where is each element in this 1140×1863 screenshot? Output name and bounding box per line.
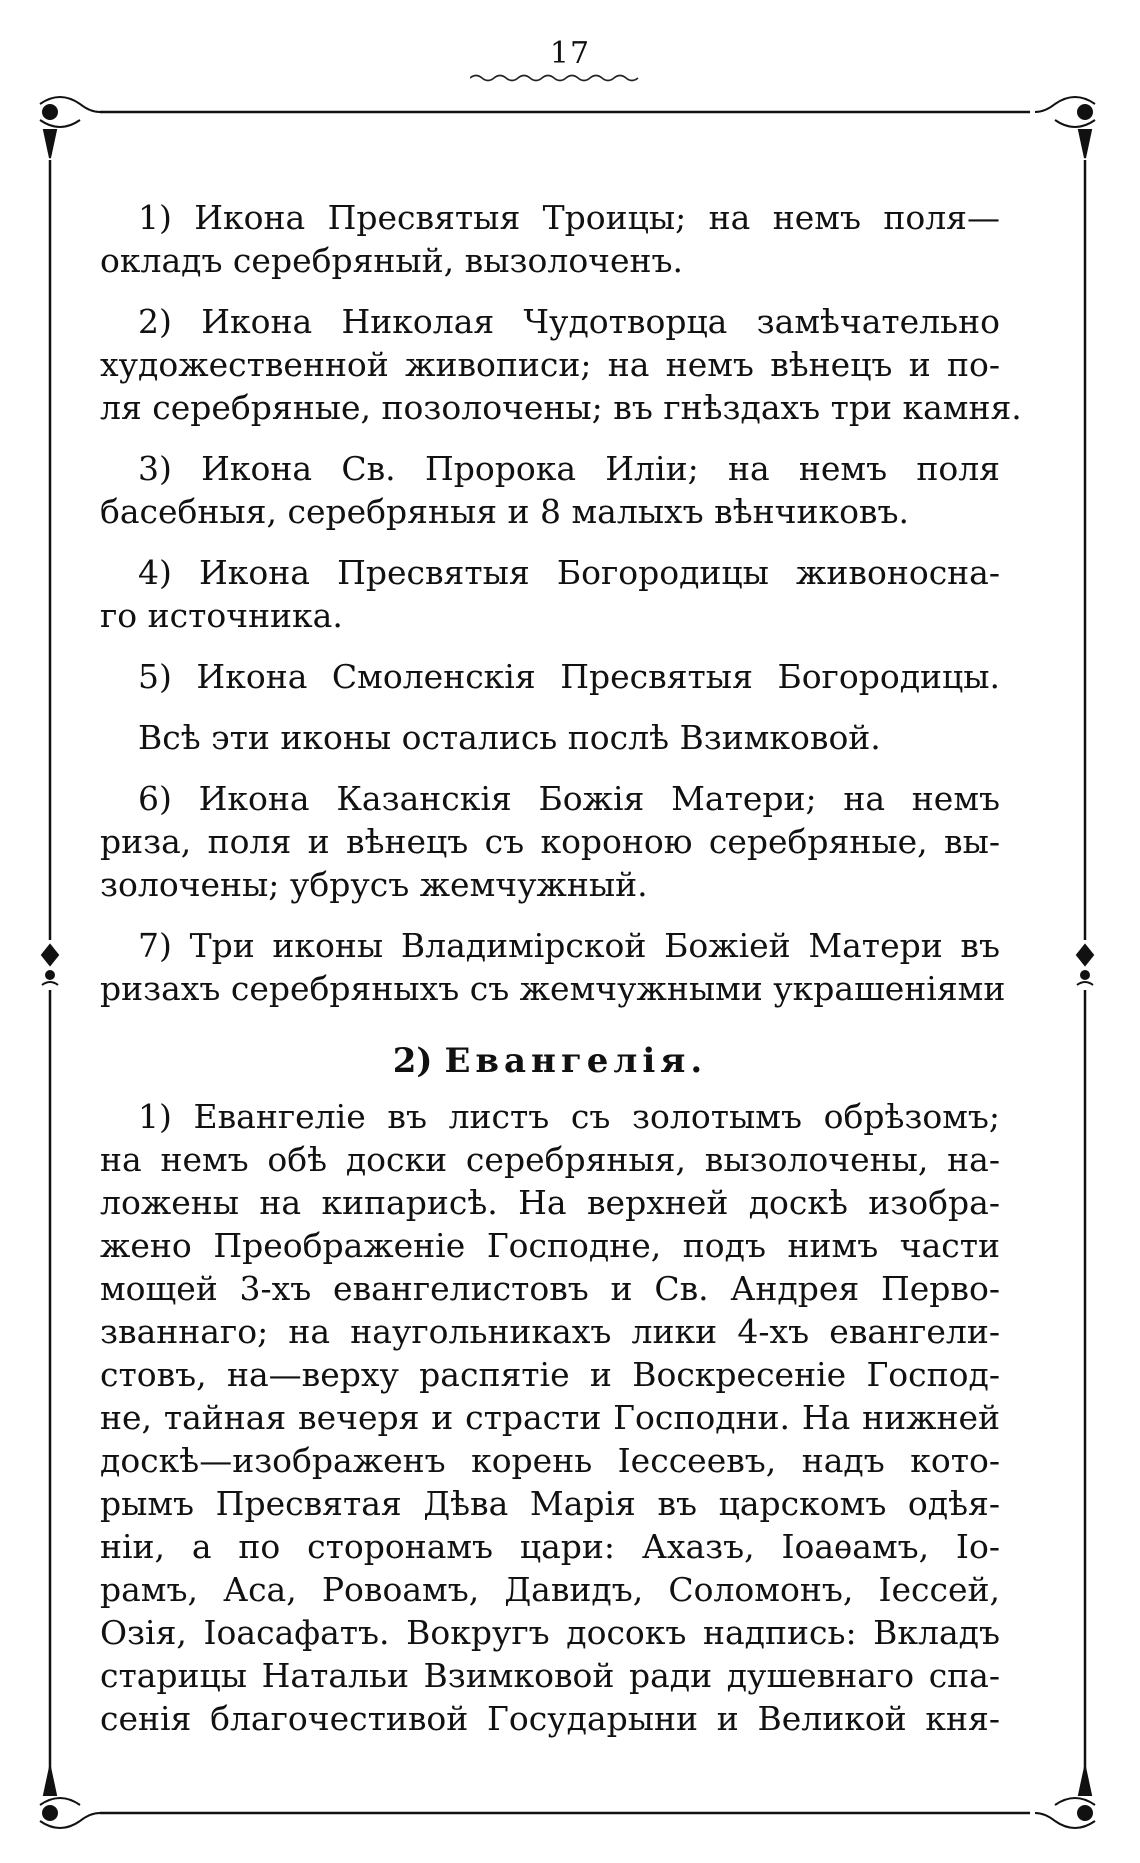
text-line: 5) Икона Смоленскія Пресвятыя Богородицы. xyxy=(138,657,1000,696)
page-number-flourish xyxy=(470,72,640,84)
text-line: ля серебряные, позолочены; въ гнѣздахъ три камня. xyxy=(100,388,1022,427)
text-line: стовъ, на—верху распятіе и Воскресеніе Господ- xyxy=(100,1355,1000,1394)
text-line: Озія, Іоасафатъ. Вокругъ досокъ надпись: Вкладъ xyxy=(100,1613,1000,1652)
corner-ornament-bottom-right xyxy=(1035,1767,1095,1828)
paragraph xyxy=(100,551,1000,637)
paragraph xyxy=(100,1095,1000,1740)
text-line: художественной живописи; на немъ вѣнецъ и по- xyxy=(100,345,1000,384)
text-line: рамъ, Аса, Ровоамъ, Давидъ, Соломонъ, Іессей, xyxy=(100,1570,1000,1609)
text-line: окладъ серебряный, вызолоченъ. xyxy=(100,241,684,280)
section-title: Евангелія. xyxy=(444,1041,708,1081)
text-line: ложены на кипарисѣ. На верхней доскѣ изобра- xyxy=(100,1183,1000,1222)
text-line: 7) Три иконы Владимірской Божіей Матери въ xyxy=(138,926,1000,965)
corner-ornament-bottom-left xyxy=(40,1767,100,1828)
text-line: не, тайная вечеря и страсти Господни. На нижней xyxy=(100,1398,1000,1437)
side-ornament-left xyxy=(42,945,58,985)
text-line: ризахъ серебряныхъ съ жемчужными украшеніями xyxy=(100,969,1006,1008)
section-number: 2) xyxy=(392,1041,433,1081)
page-number: 17 xyxy=(549,36,591,71)
text-line: ніи, а по сторонамъ цари: Ахазъ, Іоаѳамъ, Іо- xyxy=(100,1527,1000,1566)
paragraph xyxy=(100,924,1006,1010)
paragraph xyxy=(100,777,1000,906)
text-line: го источника. xyxy=(100,596,343,635)
text-line: 3) Икона Св. Пророка Иліи; на немъ поля xyxy=(138,449,1000,488)
corner-ornament-top-left xyxy=(40,97,100,158)
text-line: басебныя, серебряныя и 8 малыхъ вѣнчиковъ. xyxy=(100,492,909,531)
text-line: доскѣ—изображенъ корень Іессеевъ, надъ кото- xyxy=(100,1441,1000,1480)
side-ornament-right xyxy=(1077,945,1093,985)
corner-ornament-top-right xyxy=(1035,97,1095,158)
page-text xyxy=(100,196,1022,1758)
text-line: 4) Икона Пресвятыя Богородицы живоносна- xyxy=(138,553,1000,592)
text-line: 6) Икона Казанскія Божія Матери; на немъ xyxy=(138,779,1000,818)
text-line: званнаго; на наугольникахъ лики 4-хъ евангели- xyxy=(100,1312,1000,1351)
text-line: на немъ обѣ доски серебряныя, вызолочены, на- xyxy=(100,1140,1000,1179)
text-line: риза, поля и вѣнецъ съ короною серебряные, вы- xyxy=(100,822,1000,861)
paragraph xyxy=(100,716,1000,759)
section-heading xyxy=(100,1040,1000,1083)
text-line: жено Преображеніе Господне, подъ нимъ части xyxy=(100,1226,1000,1265)
paragraph xyxy=(100,655,1000,698)
text-line: рымъ Пресвятая Дѣва Марія въ царскомъ одѣя- xyxy=(100,1484,1000,1523)
text-line: старицы Натальи Взимковой ради душевнаго спа- xyxy=(100,1656,1000,1695)
text-line: Всѣ эти иконы остались послѣ Взимковой. xyxy=(138,718,881,757)
paragraph xyxy=(100,447,1000,533)
text-line: 2) Икона Николая Чудотворца замѣчательно xyxy=(138,302,1000,341)
text-line: 1) Икона Пресвятыя Троицы; на немъ поля— xyxy=(138,198,1000,237)
text-line: мощей 3-хъ евангелистовъ и Св. Андрея Перво- xyxy=(100,1269,1000,1308)
paragraph xyxy=(100,196,1000,282)
paragraph xyxy=(100,300,1022,429)
text-line: золочены; убрусъ жемчужный. xyxy=(100,865,648,904)
text-line: сенія благочестивой Государыни и Великой кня- xyxy=(100,1699,1000,1738)
text-line: 1) Евангеліе въ листъ съ золотымъ обрѣзомъ; xyxy=(138,1097,1000,1136)
